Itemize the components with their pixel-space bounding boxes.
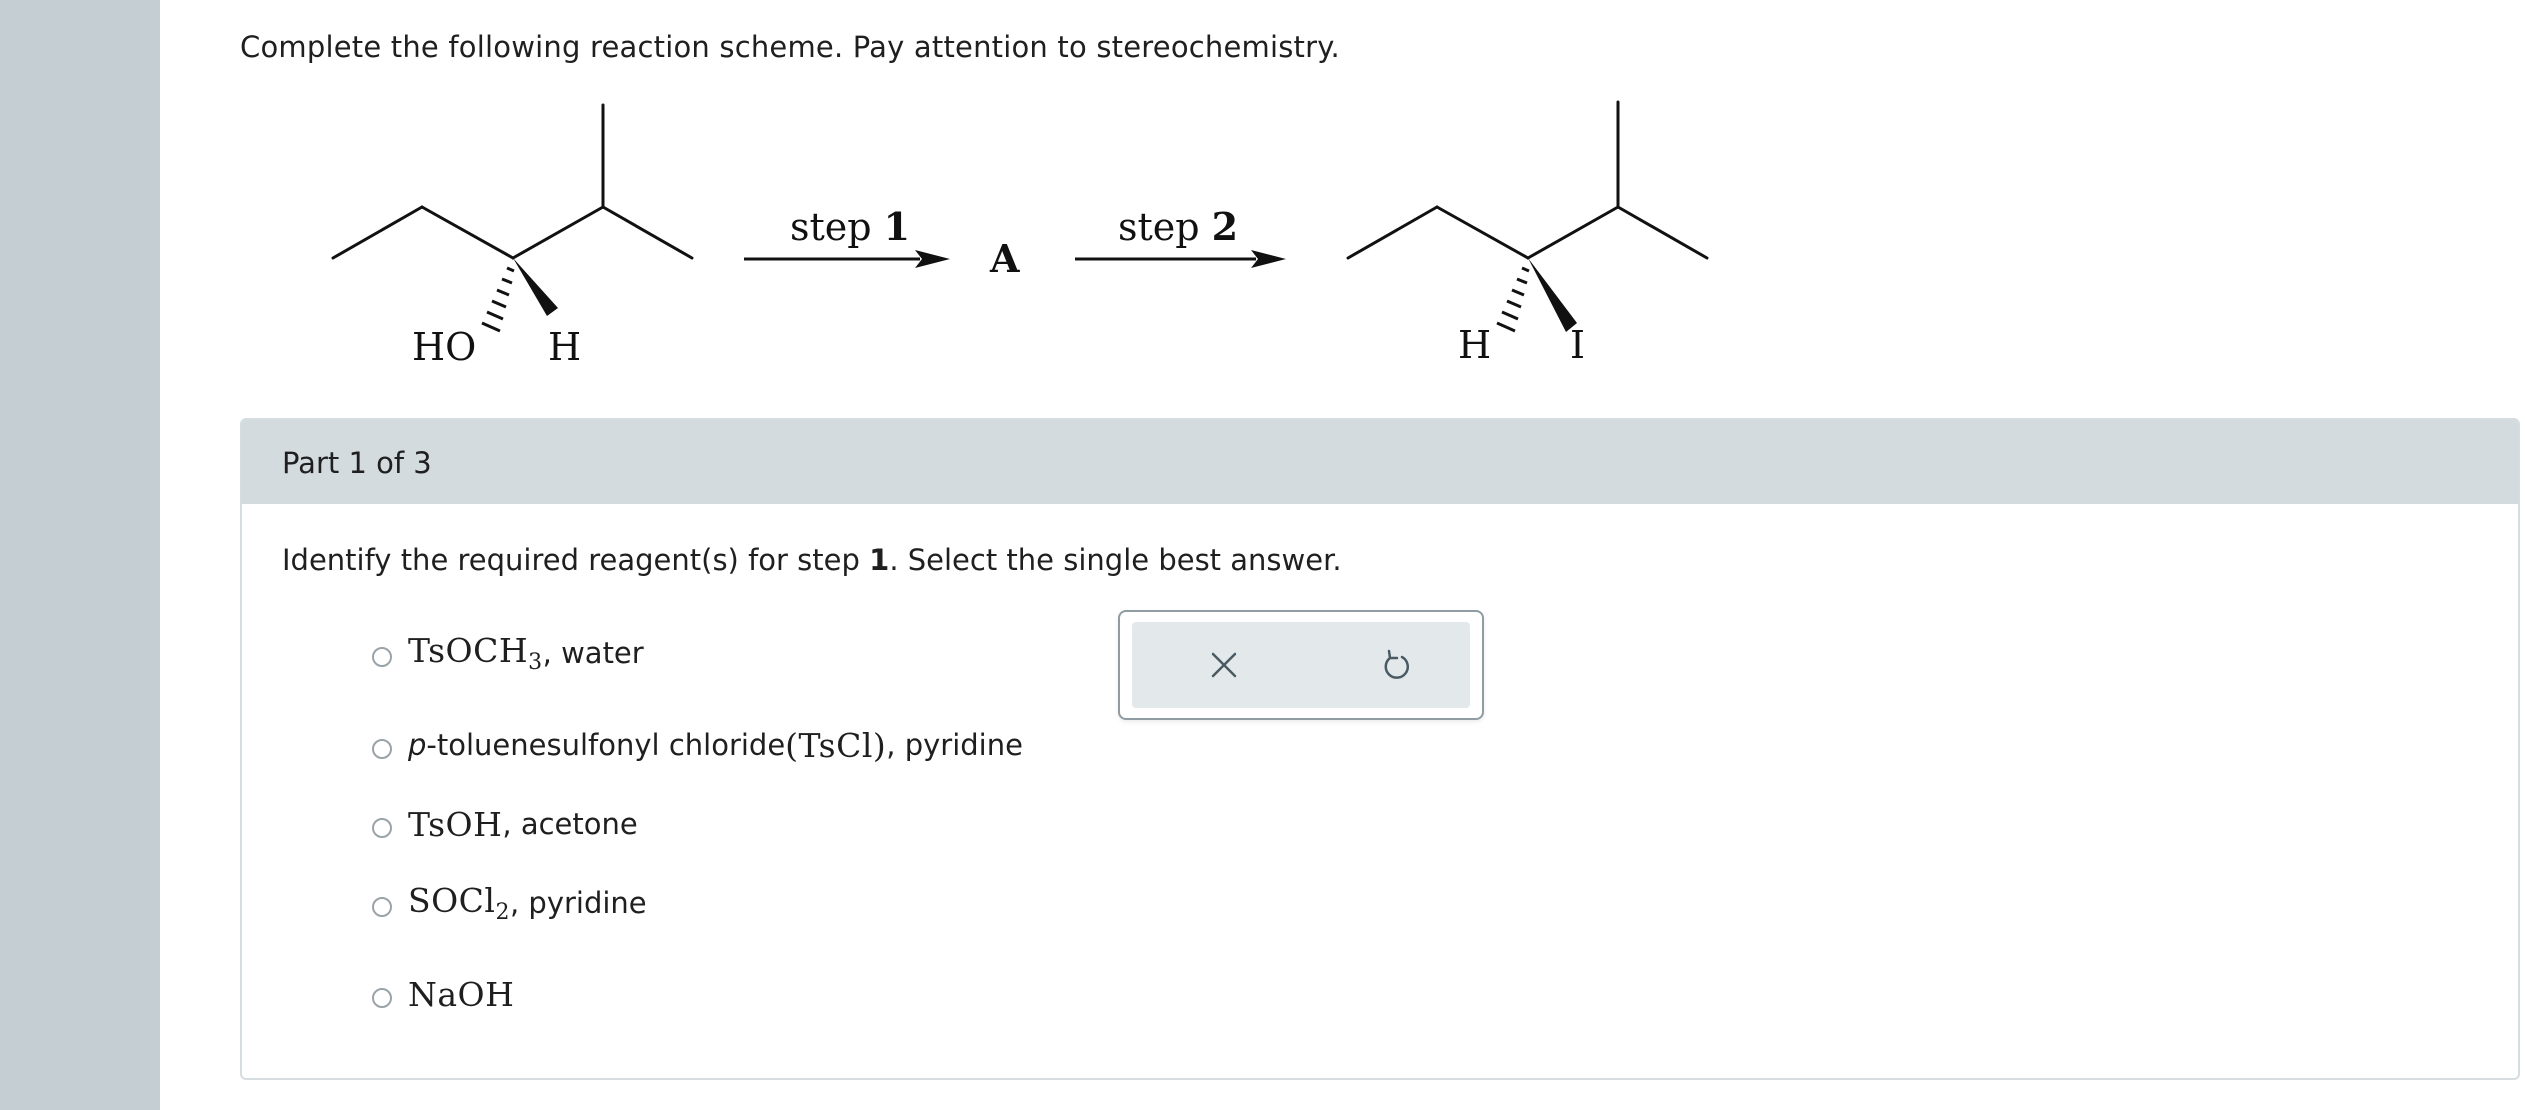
clear-button[interactable] xyxy=(1194,622,1254,708)
product-i-label: I xyxy=(1570,323,1586,367)
answer-tools-bar xyxy=(1132,622,1470,708)
answer-tools xyxy=(1118,610,1484,720)
product-h-label: H xyxy=(1458,323,1492,367)
reset-button[interactable] xyxy=(1366,622,1426,708)
close-icon xyxy=(1210,651,1238,679)
step2-arrow xyxy=(1075,250,1286,268)
step1-label: step 1 xyxy=(790,204,911,249)
option-socl2-pyridine[interactable]: SOCl$_2$ , pyridine xyxy=(372,878,647,928)
radio-button[interactable] xyxy=(372,739,392,759)
reactant-structure xyxy=(333,105,692,258)
radio-button[interactable] xyxy=(372,818,392,838)
option-tscl-pyridine[interactable]: p -toluenesulfonyl chloride (TsCl) , pyridine xyxy=(372,720,1023,770)
product-wedge-bond xyxy=(1528,258,1577,332)
part-prompt: Identify the required reagent(s) for step 1. Select the single best answer. xyxy=(282,543,1342,577)
radio-button[interactable] xyxy=(372,647,392,667)
wedge-bond xyxy=(513,258,558,316)
undo-icon xyxy=(1380,648,1412,682)
reactant-h-label: H xyxy=(548,325,582,369)
step1-arrow xyxy=(744,250,950,268)
part-card xyxy=(240,418,2520,1080)
question-text: Complete the following reaction scheme. Pay attention to stereochemistry. xyxy=(240,30,1340,64)
radio-button[interactable] xyxy=(372,988,392,1008)
reactant-ho-label: HO xyxy=(412,325,477,369)
hashed-bond xyxy=(482,268,514,331)
part-title: Part 1 of 3 xyxy=(282,446,432,480)
option-tsoh-acetone[interactable]: TsOH , acetone xyxy=(372,799,638,849)
intermediate-label: A xyxy=(990,236,1020,281)
product-structure xyxy=(1348,102,1707,258)
option-naoh[interactable]: NaOH xyxy=(372,969,514,1019)
step2-label: step 2 xyxy=(1118,204,1239,249)
reaction-scheme xyxy=(0,0,2525,400)
option-tsoch3-water[interactable]: TsOCH$_3$ , water xyxy=(372,628,644,678)
radio-button[interactable] xyxy=(372,897,392,917)
part-header xyxy=(242,420,2518,504)
product-hashed-bond xyxy=(1497,268,1529,331)
